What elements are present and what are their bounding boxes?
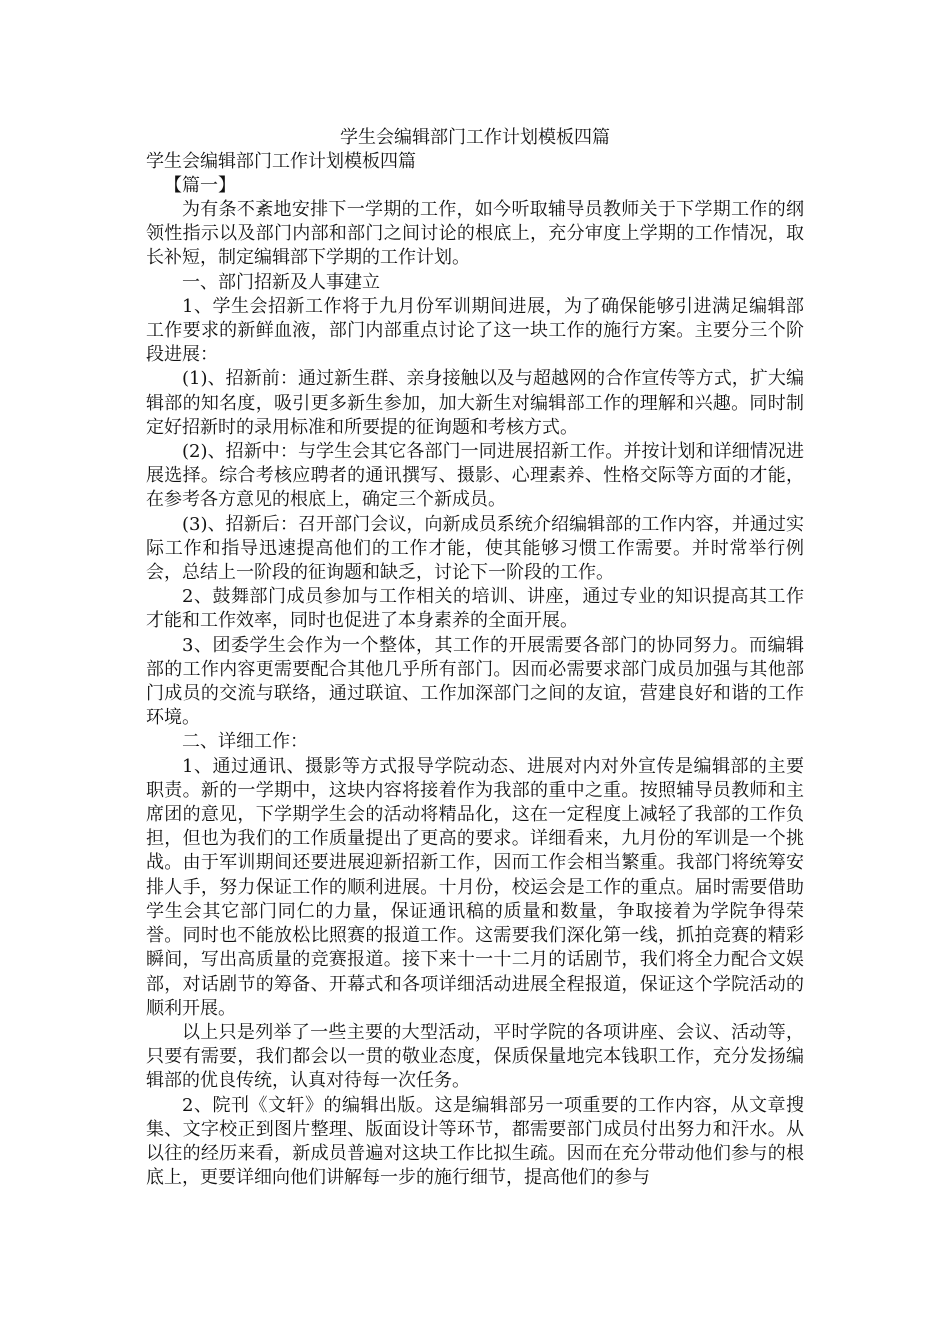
document-title: 学生会编辑部门工作计划模板四篇 xyxy=(340,127,610,148)
paragraph-cooperation: 3、团委学生会作为一个整体，其工作的开展需要各部门的协同努力。而编辑部的工作内容更需要配合其他几乎所有部门。因而必需要求部门成员加强与其他部门成员的交流与联络，通过联谊、工作加深部门之间的友谊，营建良好和谐的工作环境。 xyxy=(146,634,804,729)
paragraph-before-recruitment: (1)、招新前：通过新生群、亲身接触以及与超越网的合作宣传等方式，扩大编辑部的知名度，吸引更多新生参加，加大新生对编辑部工作的理解和兴趣。同时制定好招新时的录用标准和所要提的征询题和考核方式。 xyxy=(146,368,804,438)
paragraph-after-recruitment: (3)、招新后：召开部门会议，向新成员系统介绍编辑部的工作内容，并通过实际工作和指导迅速提高他们的工作才能，使其能够习惯工作需要。并时常举行例会，总结上一阶段的征询题和缺乏，讨论下一阶段的工作。 xyxy=(146,513,804,584)
document-page xyxy=(146,126,804,1190)
intro-paragraph: 为有条不紊地安排下一学期的工作，如今听取辅导员教师关于下学期工作的纲领性指示以及部门内部和部门之间讨论的根底上，充分审度上学期的工作情况，取长补短，制定编辑部下学期的工作计划。 xyxy=(146,199,804,269)
section-label: 【篇一】 xyxy=(164,175,236,196)
paragraph-during-recruitment: (2)、招新中：与学生会其它各部门一同进展招新工作。并按计划和详细情况进展选择。综合考核应聘者的通讯撰写、摄影、心理素养、性格交际等方面的才能，在参考各方意见的根底上，确定三个新成员。 xyxy=(146,441,804,511)
heading-recruitment: 一、部门招新及人事建立 xyxy=(182,271,380,293)
paragraph-recruitment-plan: 1、学生会招新工作将于九月份军训期间进展，为了确保能够引进满足编辑部工作要求的新鲜血液，部门内部重点讨论了这一块工作的施行方案。主要分三个阶段进展： xyxy=(146,295,804,366)
paragraph-activities: 以上只是列举了一些主要的大型活动，平时学院的各项讲座、会议、活动等，只要有需要，我们都会以一贯的敬业态度，保质保量地完本钱职工作，充分发扬编辑部的优良传统，认真对待每一次任务。 xyxy=(146,1021,804,1092)
paragraph-journal: 2、院刊《文轩》的编辑出版。这是编辑部另一项重要的工作内容，从文章搜集、文字校正到图片整理、版面设计等环节，都需要部门成员付出努力和汗水。从以往的经历来看，新成员普遍对这块工作比拟生疏。因而在充分带动他们参与的根底上，更要详细向他们讲解每一步的施行细节，提高他们的参与 xyxy=(146,1094,804,1189)
heading-specific-work: 二、详细工作： xyxy=(182,731,308,753)
paragraph-news-reporting: 1、通过通讯、摄影等方式报导学院动态、进展对内对外宣传是编辑部的主要职责。新的一学期中，这块内容将接着作为我部的重中之重。按照辅导员教师和主席团的意见，下学期学生会的活动将精品化，这在一定程度上减轻了我部的工作负担，但也为我们的工作质量提出了更高的要求。详细看来，九月份的军训是一个挑战。由于军训期间还要进展迎新招新工作，因而工作会相当繁重。我部门将统筹安排人手，努力保证工作的顺利进展。十月份，校运会是工作的重点。届时需要借助学生会其它部门同仁的力量，保证通讯稿的质量和数量，争取接着为学院争得荣誉。同时也不能放松比照赛的报道工作。这需要我们深化第一线，抓拍竞赛的精彩瞬间，写出高质量的竞赛报道。接下来十一十二月的话剧节，我们将全力配合文娱部，对话剧节的筹备、开幕式和各项详细活动进展全程报道，保证这个学院活动的顺利开展。 xyxy=(146,755,804,1019)
document-subtitle: 学生会编辑部门工作计划模板四篇 xyxy=(146,151,416,172)
paragraph-training: 2、鼓舞部门成员参加与工作相关的培训、讲座，通过专业的知识提高其工作才能和工作效率，同时也促进了本身素养的全面开展。 xyxy=(146,586,804,632)
